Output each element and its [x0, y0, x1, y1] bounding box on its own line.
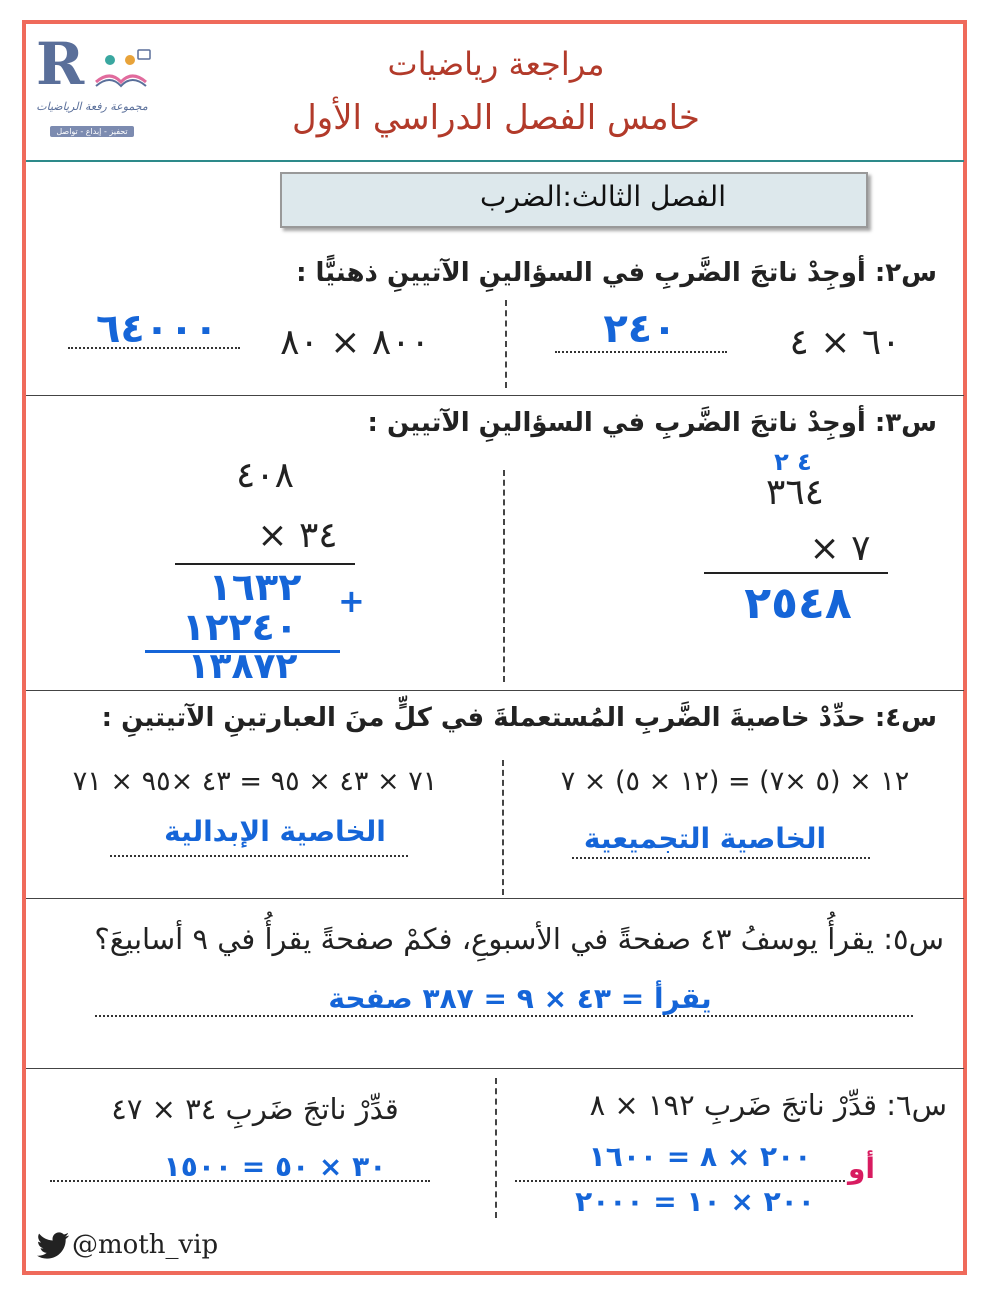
logo-letter: R — [36, 30, 85, 98]
q5-answer-line — [95, 1015, 913, 1017]
header-divider — [26, 160, 964, 162]
q3-right-carries: ٤ ٢ — [774, 448, 812, 476]
q3-left-partial-2: ١٢٢٤٠ — [182, 605, 298, 649]
q4-divider — [502, 760, 504, 895]
q6-right-prompt: س٦: قدِّرْ ناتجَ ضَربِ ١٩٢ × ٨ — [589, 1088, 947, 1122]
chapter-box — [280, 172, 868, 228]
q3-left-plus: + — [338, 582, 365, 620]
divider-q2-q3 — [26, 395, 964, 396]
footer-handle: @moth_vip — [72, 1230, 219, 1260]
q3-prompt: س٣: أوجِدْ ناتجَ الضَّربِ في السؤالينِ الآتيين : — [367, 408, 937, 438]
q3-left-answer: ١٣٨٧٢ — [187, 646, 298, 687]
q3-right-top: ٣٦٤ — [765, 472, 824, 513]
q5-prompt: س٥: يقرأُ يوسفُ ٤٣ صفحةً في الأسبوعِ، فكمْ صفحةً يقرأُ في ٩ أسابيعَ؟ — [94, 922, 944, 956]
q2-divider — [505, 300, 507, 388]
q4-right-answer: الخاصية التجميعية — [583, 822, 827, 855]
book-icon — [90, 48, 152, 100]
q6-left-answer: ٣٠ × ٥٠ = ١٥٠٠ — [163, 1150, 387, 1183]
logo-text: مجموعة رفعة الرياضيات — [36, 100, 148, 113]
q4-right-expr: ١٢ × (٥ ×٧) = (١٢ × ٥) × ٧ — [560, 766, 910, 797]
q6-or-label: أو — [848, 1152, 876, 1185]
q5-answer: يقرأ = ٤٣ × ٩ = ٣٨٧ صفحة — [328, 982, 712, 1015]
q6-left-answer-line — [50, 1180, 430, 1182]
q6-divider — [495, 1078, 497, 1218]
q3-left-partial-1: ١٦٣٢ — [208, 565, 302, 609]
q3-right-multiplier: ٧ × — [809, 528, 871, 569]
logo — [32, 30, 152, 150]
q3-right-rule — [704, 572, 888, 574]
q3-divider — [503, 470, 505, 682]
q6-right-answer-line-1 — [515, 1180, 845, 1182]
q2-right-answer-line — [555, 351, 727, 353]
divider-q5-q6 — [26, 1068, 964, 1069]
q4-right-answer-line — [572, 857, 870, 859]
chapter-label: الفصل الثالث:الضرب — [479, 180, 726, 213]
q6-right-answer-2: ٢٠٠ × ١٠ = ٢٠٠٠ — [575, 1185, 815, 1218]
title-line-2: خامس الفصل الدراسي الأول — [292, 98, 700, 138]
q4-prompt: س٤: حدِّدْ خاصيةَ الضَّربِ المُستعملةَ في كلٍّ منَ العبارتينِ الآتيتينِ : — [101, 703, 937, 733]
q2-left-expr: ٨٠٠ × ٨٠ — [280, 322, 430, 363]
q2-right-expr: ٦٠ × ٤ — [789, 322, 901, 363]
q4-left-expr: ٧١ × ٤٣ × ٩٥ = ٤٣ ×٩٥ × ٧١ — [72, 766, 438, 797]
q4-left-answer: الخاصية الإبدالية — [164, 815, 386, 848]
q6-right-answer-1: ٢٠٠ × ٨ = ١٦٠٠ — [588, 1140, 812, 1173]
q2-prompt: س٢: أوجِدْ ناتجَ الضَّربِ في السؤالينِ الآتيينِ ذهنيًّا : — [296, 258, 937, 288]
q3-left-top: ٤٠٨ — [235, 455, 294, 496]
q3-left-multiplier: ٣٤ × — [257, 515, 338, 556]
q2-right-answer: ٢٤٠ — [603, 306, 677, 352]
q2-left-answer-line — [68, 347, 240, 349]
q6-left-prompt: قدِّرْ ناتجَ ضَربِ ٣٤ × ٤٧ — [111, 1092, 399, 1126]
divider-q4-q5 — [26, 898, 964, 899]
q3-right-answer: ٢٥٤٨ — [744, 578, 852, 629]
divider-q3-q4 — [26, 690, 964, 691]
twitter-bird-icon — [36, 1232, 70, 1260]
title-line-1: مراجعة رياضيات — [387, 45, 605, 83]
logo-tagline: تحفيز - إبداع - تواصل — [50, 126, 134, 137]
q2-left-answer: ٦٤٠٠٠ — [95, 306, 219, 352]
q4-left-answer-line — [110, 855, 408, 857]
